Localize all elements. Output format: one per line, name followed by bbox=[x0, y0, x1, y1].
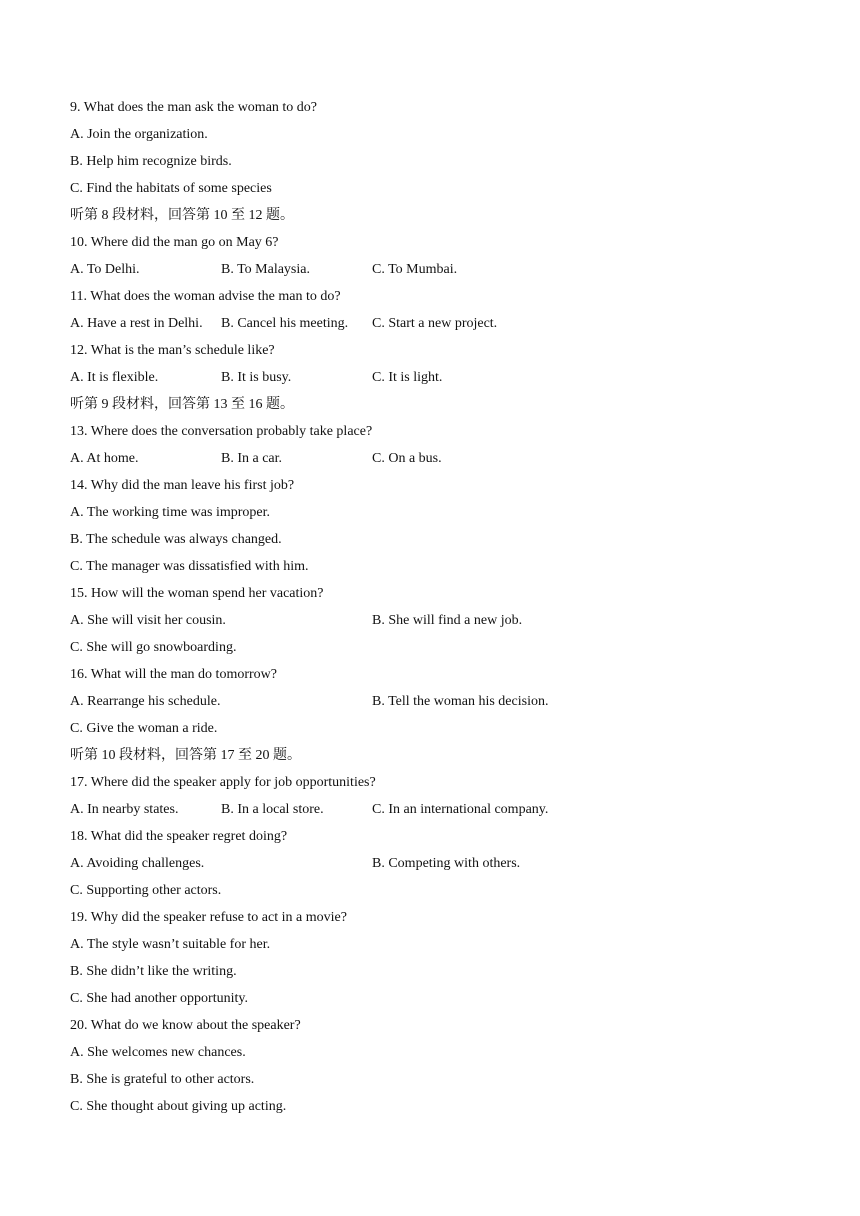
q14-option-c: C. The manager was dissatisfied with him. bbox=[70, 559, 309, 574]
q18-option-b: B. Competing with others. bbox=[372, 856, 521, 871]
q13-option-b: B. In a car. bbox=[221, 451, 283, 466]
q10-option-a: A. To Delhi. bbox=[70, 262, 140, 277]
q18-option-c: C. Supporting other actors. bbox=[70, 883, 222, 898]
q16-option-c: C. Give the woman a ride. bbox=[70, 721, 218, 736]
section-heading-10: 听第 10 段材料，回答第 17 至 20 题。 bbox=[70, 748, 301, 763]
q14-option-b: B. The schedule was always changed. bbox=[70, 532, 282, 547]
question-17: 17. Where did the speaker apply for job opportunities? bbox=[70, 775, 376, 790]
q20-option-c: C. She thought about giving up acting. bbox=[70, 1099, 287, 1114]
q11-option-a: A. Have a rest in Delhi. bbox=[70, 316, 203, 331]
question-13: 13. Where does the conversation probably take place? bbox=[70, 424, 373, 439]
q9-option-a: A. Join the organization. bbox=[70, 127, 208, 142]
section-heading-8: 听第 8 段材料，回答第 10 至 12 题。 bbox=[70, 208, 294, 223]
q19-option-b: B. She didn’t like the writing. bbox=[70, 964, 237, 979]
q17-option-c: C. In an international company. bbox=[372, 802, 549, 817]
q15-option-a: A. She will visit her cousin. bbox=[70, 613, 226, 628]
q12-option-a: A. It is flexible. bbox=[70, 370, 159, 385]
q10-option-b: B. To Malaysia. bbox=[221, 262, 310, 277]
section-heading-9: 听第 9 段材料，回答第 13 至 16 题。 bbox=[70, 397, 294, 412]
q9-option-c: C. Find the habitats of some species bbox=[70, 181, 272, 196]
q17-option-a: A. In nearby states. bbox=[70, 802, 179, 817]
question-16: 16. What will the man do tomorrow? bbox=[70, 667, 277, 682]
q9-option-b: B. Help him recognize birds. bbox=[70, 154, 232, 169]
question-11: 11. What does the woman advise the man to do? bbox=[70, 289, 341, 304]
question-20: 20. What do we know about the speaker? bbox=[70, 1018, 301, 1033]
q17-option-b: B. In a local store. bbox=[221, 802, 324, 817]
q16-option-a: A. Rearrange his schedule. bbox=[70, 694, 221, 709]
q12-option-c: C. It is light. bbox=[372, 370, 443, 385]
question-14: 14. Why did the man leave his first job? bbox=[70, 478, 295, 493]
question-9: 9. What does the man ask the woman to do? bbox=[70, 100, 318, 115]
q14-option-a: A. The working time was improper. bbox=[70, 505, 270, 520]
q12-option-b: B. It is busy. bbox=[221, 370, 292, 385]
q18-option-a: A. Avoiding challenges. bbox=[70, 856, 205, 871]
q16-option-b: B. Tell the woman his decision. bbox=[372, 694, 549, 709]
q13-option-a: A. At home. bbox=[70, 451, 139, 466]
q11-option-c: C. Start a new project. bbox=[372, 316, 498, 331]
question-10: 10. Where did the man go on May 6? bbox=[70, 235, 279, 250]
q10-option-c: C. To Mumbai. bbox=[372, 262, 458, 277]
q19-option-c: C. She had another opportunity. bbox=[70, 991, 248, 1006]
q20-option-b: B. She is grateful to other actors. bbox=[70, 1072, 255, 1087]
q11-option-b: B. Cancel his meeting. bbox=[221, 316, 349, 331]
question-19: 19. Why did the speaker refuse to act in a movie? bbox=[70, 910, 347, 925]
q13-option-c: C. On a bus. bbox=[372, 451, 442, 466]
q19-option-a: A. The style wasn’t suitable for her. bbox=[70, 937, 271, 952]
q15-option-c: C. She will go snowboarding. bbox=[70, 640, 237, 655]
q20-option-a: A. She welcomes new chances. bbox=[70, 1045, 246, 1060]
question-12: 12. What is the man’s schedule like? bbox=[70, 343, 275, 358]
q15-option-b: B. She will find a new job. bbox=[372, 613, 523, 628]
question-15: 15. How will the woman spend her vacation? bbox=[70, 586, 324, 601]
question-18: 18. What did the speaker regret doing? bbox=[70, 829, 288, 844]
